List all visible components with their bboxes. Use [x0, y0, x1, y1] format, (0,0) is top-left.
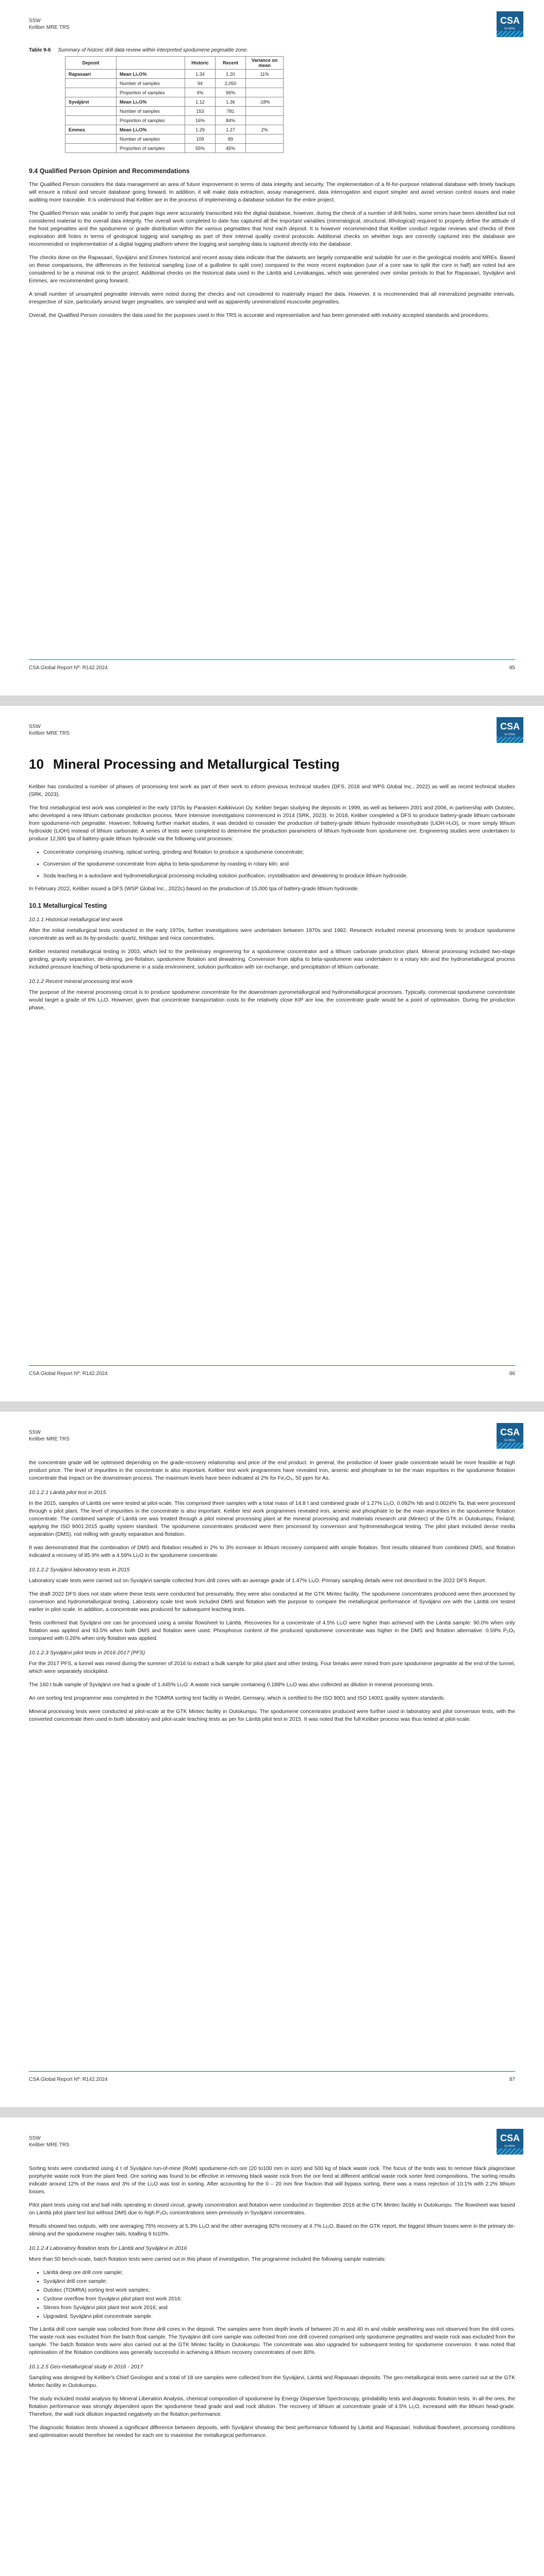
cell-variance [246, 116, 284, 125]
col-deposit: Deposit [65, 57, 117, 70]
list-item: • Syväjärvi drill core sample; [43, 2278, 515, 2285]
paragraph: Laboratory scale tests were carried out on Syväjärvi sample collected from drill cores with an average grade of 1.47% Li₂O. Primary sampling details were not described in the 2022 DFS Report. [29, 1578, 487, 1584]
header-company: SSW [29, 1430, 41, 1435]
list-item: • Outotec (TOMRA) sorting test work samples; [43, 2286, 515, 2294]
paragraph: Pilot plant tests using rod and ball mills operating in closed circuit, gravity concentration and flotation were conducted in September 2016 at the GTK Mintec facility in Outokumpu. The flowsheet was based on Länttä pilot plant test but without DMS due to high P₂O₅ concentrations seen previously in Syväjärvi concentrates. [29, 2202, 515, 2216]
cell-variance [246, 88, 284, 97]
logo-sub: GLOBAL [504, 733, 516, 736]
cell-recent: 1.36 [216, 97, 246, 107]
cell-deposit: Emmes [65, 125, 117, 134]
paragraph: The diagnostic flotation tests showed a significant difference between deposits, with Syväjärvi showing the best performance followed by Länttä and Rapasaari. Individual flowsheet, processing conditions and optimisation would therefore be needed for each ore to maximise the metallurgical performance. [29, 2425, 515, 2438]
section-title-9-4: 9.4 Qualified Person Opinion and Recommendations [29, 167, 190, 175]
table-row [65, 88, 284, 97]
table-row [65, 79, 284, 88]
list-item: • Slimes from Syväjärvi pilot plant test work 2016; and [43, 2304, 515, 2312]
cell-label: Proportion of samples [117, 88, 185, 97]
cell-variance [246, 79, 284, 88]
cell-recent: 1.27 [216, 125, 246, 134]
cell-deposit [65, 107, 117, 116]
logo-stripe [497, 737, 523, 743]
subsection-title-10-1-2-1: 10.1.2.1 Länttä pilot test in 2015 [29, 1489, 106, 1496]
cell-deposit [65, 134, 117, 144]
header-company: SSW [29, 18, 41, 24]
page-87 [0, 1412, 544, 2107]
cell-historic: 16% [185, 116, 216, 125]
paragraph: The checks done on the Rapasaari, Syväjärvi and Emmes historical and recent assay data indicate that the datasets are largely comparable and suitable for use in the geological models and MREs. Based on these comparisons, the differences in the historical sampling (use of a guillotine to split core) compared to the more recent exploration (use of a core saw to split the core in half) are noted but are considered to be a minimal risk to the project. Additional checks on the historical data used in the Länttä and Leviäkangas, which was generated over similar periods to that for Rapasaari, Syväjärvi and Emmes, are recommended going forward. [29, 255, 515, 284]
logo-text: CSA [500, 721, 520, 732]
cell-recent: 45% [216, 144, 246, 153]
page-86 [0, 706, 544, 1401]
cell-label: Number of samples [117, 79, 185, 88]
header-company: SSW [29, 2136, 41, 2141]
cell-recent: 1.20 [216, 70, 246, 79]
process-list [43, 849, 515, 880]
page-footer [29, 2071, 515, 2082]
cell-label: Mean Li₂O% [117, 70, 185, 79]
paragraph: Sampling was designed by Keliber's Chief Geologist and a total of 18 ore samples were collected from the Syväjärvi, Länttä and Rapasaari deposits. The geo-metallurgical tests were carried out at the GTK Mintec facility in Outokumpu. [29, 2375, 515, 2388]
cell-historic: 1.34 [185, 70, 216, 79]
cell-label: Proportion of samples [117, 116, 185, 125]
paragraph: An ore sorting test programme was completed in the TOMRA sorting test facility in Wedel, Germany, which is certified to the ISO 9001 and ISO 14001 quality system standards. [29, 1696, 446, 1701]
cell-recent: 89 [216, 134, 246, 144]
page-header [29, 18, 70, 31]
cell-deposit: Rapasaari [65, 70, 117, 79]
cell-deposit [65, 79, 117, 88]
table-caption-text: Summary of historic drill data review within interpreted spodumene pegmatite zone. [58, 47, 249, 53]
paragraph: In the 2015, samples of Länttä ore were tested at pilot-scale. This comprised three samples with a total mass of 14.8 t and combined grade of 1.27% Li₂O, 0.092% Nb and 0.0024% Ta, that were processed through a pilot plant. The level of impurities in the concentrate is also important. Keliber test work programmes revealed iron, arsenic and phosphate to be the main impurities in the spodumene flotation concentrate. The combined sample of Länttä ore was treated through a pilot mineral processing plant at the mineral processing and materials research unit (Mintec) of the GTK in Outokumpu, Finland, applying the ISO 9001:2015 quality system standard. The spodumene concentrates produced were then processed by conversion and hydrometallurgical testing. The pilot plant included dense media separation (DMS), rod milling with gravity separation and flotation. [29, 1501, 515, 1537]
paragraph: In February 2022, Keliber issued a DFS (WSP Global Inc., 2022c) based on the production of 15,000 tpa of battery-grade lithium hydroxide. [29, 886, 359, 892]
list-item: • Conversion of the spodumene concentrate from alpha to beta-spodumene by roasting in rotary kiln; and [43, 860, 515, 868]
cell-recent: 84% [216, 116, 246, 125]
paragraph: Keliber has conducted a number of phases of processing test work as part of their work to inform previous technical studies (DFS, 2018 and WPS Global Inc., 2022) as well as recent technical studies (SRK, 2023). [29, 784, 515, 798]
paragraph: Overall, the Qualified Person considers the data used for the purposes used in this TRS is accurate and representative and has been generated with industry accepted standards and procedures. [29, 313, 489, 318]
page-88 [0, 2117, 544, 2576]
logo-stripe [497, 2148, 523, 2155]
cell-variance: 2% [246, 125, 284, 134]
cell-historic: 4% [185, 88, 216, 97]
paragraph: The Qualified Person considers the data management an area of future improvement in terms of data integrity and security. The implementation of a fit-for-purpose relational database with timely backups will ensure a robust and secure database going forward. In addition, it will make data extraction, assay management, data interrogation and export simpler and avoid version control issues and make auditing more traceable. It is understood that Keliber are in the process of implementing a database solution for the entire project. [29, 182, 515, 203]
col-historic: Historic [185, 57, 216, 70]
cell-label: Proportion of samples [117, 144, 185, 153]
page-86-content [29, 753, 515, 1018]
paragraph: Results showed two outputs, with one averaging 75% recovery at 5.3% Li₂O and the other averaging 82% recovery at 4.7% Li₂O. Based on the GTK report, the biggest lithium losses were in the primary de-sliming and the spodumene rougher tails, totalling 9 to10%. [29, 2224, 515, 2237]
drill-data-table [65, 56, 284, 153]
col-recent: Recent [216, 57, 246, 70]
logo-stripe [497, 1443, 523, 1449]
sample-materials-list [43, 2269, 515, 2320]
cell-deposit [65, 116, 117, 125]
page-87-content [29, 1459, 515, 1729]
section-title-10-1: 10.1 Metallurgical Testing [29, 902, 107, 909]
list-item: • Concentrator comprising crushing, optical sorting, grinding and flotation to produce a spodumene concentrate; [43, 849, 515, 856]
chapter-title [29, 756, 515, 772]
paragraph: The draft 2022 DFS does not state where these tests were conducted but presumably, they were also conducted at the GTK Mintec facility. The spodumene concentrates produced were then processed by conversion and hydrometallurgical testing. Laboratory scale test work included DMS and flotation with the purpose to compare the metallurgical performance of Syväjärvi ore with the Länttä ore tested earlier in pilot-scale. In addition, a concentrate was produced for subsequent leaching tests. [29, 1591, 515, 1613]
logo-sub: GLOBAL [504, 27, 516, 30]
subsection-title-10-1-2-2: 10.1.2.2 Syväjärvi laboratory tests in 2015 [29, 1567, 130, 1573]
footer-report-no: CSA Global Report Nº: R142.2024 [29, 665, 108, 671]
cell-historic: 153 [185, 107, 216, 116]
cell-variance: 11% [246, 70, 284, 79]
table-row [65, 144, 284, 153]
list-item: • Soda leaching in a autoclave and hydrometallurgical processing including solution purification, crystallisation and dewatering to produce lithium hydroxide. [43, 872, 515, 880]
list-item: • Länttä deep ore drill core sample; [43, 2269, 515, 2277]
logo-text: CSA [500, 2133, 520, 2143]
cell-historic: 1.12 [185, 97, 216, 107]
table-row [65, 97, 284, 107]
page-number: 85 [509, 665, 515, 671]
paragraph: the concentrate grade will be optimised depending on the grade-recovery relationship and price of the end product. In general, the production of lower grade concentrate would be more feasible at high product price. The level of impurities in the concentrate is also important. Keliber test work programmes have revealed iron, arsenic and phosphate to be the main impurities in the spodumene flotation concentrate that impact on the downstream process. The maximum levels have been indicated at 2% for Fe₂O₃, 50 ppm for As. [29, 1460, 515, 1481]
csa-logo [497, 717, 523, 743]
cell-recent: 781 [216, 107, 246, 116]
paragraph: For the 2017 PFS, a tunnel was mined during the summer of 2016 to extract a bulk sample for pilot plant and other testing. Four breaks were mined from pure spodumene pegmatite at the end of the tunnel, which were separately stockpiled. [29, 1661, 515, 1674]
logo-text: CSA [500, 1427, 520, 1437]
logo-text: CSA [500, 15, 520, 26]
paragraph: The Länttä drill core sample was collected from three drill cores in the deposit. The samples were from depth levels of between 20 m and 40 m and visible weathering was not observed from the drill cores. The waste rock was excluded from the batch float sample. The Syväjärvi drill core sample was collected from one drill covered comprised only spodumene pegmatites and waste rock was excluded from the sample. The batch flotation tests were also carried out at the GTK Mintec facility in Outokumpu. The concentrate was also upgraded for subsequent testing for spodumene conversion. It was noted that optimisation of the flotation conditions was generally successful in achieving a lithium recovery concentrates of over 80%. [29, 2327, 515, 2355]
page-number: 87 [509, 2077, 515, 2082]
cell-variance [246, 107, 284, 116]
cell-historic: 55% [185, 144, 216, 153]
chapter-number: 10 [29, 756, 44, 772]
subsection-title-10-1-2-5: 10.1.2.5 Geo-metallurgical study in 2016 - 2017 [29, 2364, 143, 2370]
page-85-content [29, 47, 515, 325]
cell-variance [246, 134, 284, 144]
cell-historic: 94 [185, 79, 216, 88]
page-footer [29, 659, 515, 671]
subsection-title-10-1-2: 10.1.2 Recent mineral processing test work [29, 978, 133, 985]
subsection-title-10-1-1: 10.1.1 Historical metallurgical test work [29, 917, 123, 923]
cell-label: Mean Li₂O% [117, 97, 185, 107]
cell-deposit: Syväjärvi [65, 97, 117, 107]
subsection-title-10-1-2-4: 10.1.2.4 Laboratory flotation tests for Länttä and Syväjärvi in 2016 [29, 2245, 187, 2251]
paragraph: The 160 t bulk sample of Syväjärvi ore had a grade of 1.445% Li₂O. A waste rock sample containing 0.188% Li₂O was also collected as dilution in mineral processing tests. [29, 1682, 434, 1688]
page-85 [0, 0, 544, 696]
page-number: 86 [509, 1371, 515, 1377]
list-item: • Cyclone overflow from Syväjärvi pilot plant test work 2016; [43, 2295, 515, 2303]
chapter-title-text: Mineral Processing and Metallurgical Testing [53, 756, 340, 772]
table-row [65, 70, 284, 79]
cell-label: Number of samples [117, 134, 185, 144]
list-item: • Upgraded, Syväjärvi pilot concentrate sample. [43, 2313, 515, 2320]
paragraph: Keliber restarted metallurgical testing in 2003, which led to the preliminary engineering for a spodumene concentrator and a lithium carbonate production plant. Mineral processing included two-stage grinding, gravity separation, de-sliming, pre-flotation, spodumene flotation and dewatering. Conversion from alpha to beta-spodumene was undertaken in a rotary kiln and the hydrometallurgical process included pressure leaching of beta-spodumene in a soda environment, solution purification with ion exchange, and precipitation of lithium carbonate. [29, 949, 515, 970]
logo-sub: GLOBAL [504, 2145, 516, 2148]
cell-variance [246, 144, 284, 153]
table-row [65, 134, 284, 144]
paragraph: Tests confirmed that Syväjärvi ore can be processed using a similar flowsheet to Länttä. Recoveries for a concentrate of 4.5% Li₂O were higher than achieved with the Länttä sample: 90.0% when only flotation was applied and 93.5% when both DMS and flotation were used. Phosphorus content of the produced spodumene concentrate was higher in the DMS and flotation alternative: 0.59% P₂O₅ compared with 0.26% when only flotation was applied. [29, 1620, 515, 1641]
col-variance: Variance on mean [246, 57, 284, 70]
col-blank [117, 57, 185, 70]
subsection-title-10-1-2-3: 10.1.2.3 Syväjärvi pilot tests in 2016-2017 (PFS) [29, 1650, 145, 1656]
page-header [29, 723, 70, 737]
table-caption-label: Table 9-6 [29, 47, 51, 53]
logo-stripe [497, 31, 523, 37]
footer-report-no: CSA Global Report Nº: R142.2024 [29, 1371, 108, 1377]
table-caption [29, 47, 515, 53]
cell-historic: 109 [185, 134, 216, 144]
page-88-content [29, 2165, 515, 2445]
page-footer [29, 1365, 515, 1377]
footer-report-no: CSA Global Report Nº: R142.2024 [29, 2077, 108, 2082]
csa-logo [497, 2129, 523, 2155]
paragraph: After the initial metallurgical tests conducted in the early 1970s, further investigations were undertaken between 1970s and 1982. Research included mineral processing tests to produce spodumene concentrate as well as its by-products: quartz, feldspar and mica concentrates. [29, 928, 515, 941]
paragraph: The first metallurgical test work was completed in the early 1970s by Paraisten Kalkkivuori Oy. Keliber began studying the deposits in 1999, as well as between 2001 and 2006, in partnership with Outotec, who developed a new lithium carbonate production process. More intensive investigations commenced in 2014 (SRK, 2023). In 2018, Keliber completed a DFS to produce battery-grade lithium carbonate from spodumene-rich pegmatite. However, following further market studies, it was decided to consider the production of battery-grade lithium hydroxide monohydrate (LiOH·H₂O), or more simply lithium hydroxide (LiOH) instead of lithium carbonate. A series of tests were completed to determine the production parameters of lithium hydroxide from spodumene ore. Engineering studies were undertaken to produce 12,500 tpa of battery-grade lithium hydroxide via the following unit processes: [29, 805, 515, 842]
header-report: Keliber MRE TRS [29, 2142, 70, 2148]
cell-label: Mean Li₂O% [117, 125, 185, 134]
header-report: Keliber MRE TRS [29, 1436, 70, 1442]
header-company: SSW [29, 724, 41, 730]
cell-deposit [65, 144, 117, 153]
header-report: Keliber MRE TRS [29, 25, 70, 30]
cell-recent: 96% [216, 88, 246, 97]
page-header [29, 1429, 70, 1443]
logo-sub: GLOBAL [504, 1439, 516, 1442]
paragraph: The purpose of the mineral processing circuit is to produce spodumene concentrate for the downstream pyrometallurgical and hydrometallurgical processes. Typically, commercial spodumene concentrate would target a grade of 6% Li₂O. However, given that concentrate transportation costs to the relatively close KIP are low, the concentrate grade would be a point of optimisation. During the production phase, [29, 990, 515, 1011]
paragraph: A small number of unsampled pegmatite intervals were noted during the checks and not considered to materially impact the data. However, it is recommended that all mineralized pegmatite intervals, irrespective of size, particularly around larger pegmatites, are sampled and well as apparently unmineralized muscovite pegmatites. [29, 292, 515, 305]
cell-deposit [65, 88, 117, 97]
table-row [65, 125, 284, 134]
paragraph: It was demonstrated that the combination of DMS and flotation resulted in 2% to 3% increase in lithium recovery compared with simple flotation. Test results obtained from combined DMS, and flotation indicated a recovery of 85.9% with a 4.59% Li₂O in the spodumene concentrate. [29, 1545, 515, 1558]
paragraph: The Qualified Person was unable to verify that paper logs were accurately transcribed into the digital database, however, during the check of a number of drill holes, some errors have been identified but not considered material to the overall data integrity. The overall work completed to date has captured all the important variables (mineralogical, structural, lithological) required to properly define the attitude of the host pegmatites and the spodumene or grade distribution within the various pegmatites that host each deposit. It is however recommended that Keliber conduct regular reviews and checks of their exploration drill holes in terms of geological logging and sampling as part of their internal quality control protocols. Additional checks on whether logs are correctly captured into the database are recommended or implementation of a digital logging platform where the logging and sampling data is captured directly into the database. [29, 211, 515, 247]
header-report: Keliber MRE TRS [29, 731, 70, 736]
cell-variance: -18% [246, 97, 284, 107]
csa-logo [497, 1423, 523, 1449]
cell-historic: 1.29 [185, 125, 216, 134]
paragraph: Mineral processing tests were conducted at pilot-scale at the GTK Mintec facility in Outokumpu. The spodumene concentrates produced were further used in laboratory and pilot conversion tests, with the converted concentrate then used in both laboratory and pilot-scale leaching tests as per for Länttä pilot test in 2015. It was noted that the full Keliber process was thus tested at pilot-scale. [29, 1709, 515, 1722]
table-row [65, 116, 284, 125]
drill-table-body [65, 70, 284, 153]
cell-label: Number of samples [117, 107, 185, 116]
paragraph: The study included modal analysis by Mineral Liberation Analysis, chemical composition of spodumene by Energy Dispersive Spectroscopy, grindability tests and diagnostic flotation tests. In all the ores, the flotation performance was strongly dependent upon the spodumene head grade and wall rock dilution. The recovery of lithium at concentrate grade of 4.5% Li₂O, increased with the lithium head-grade. Therefore, the wall rock dilution impacted negatively on the flotation performance. [29, 2396, 515, 2417]
page-header [29, 2135, 70, 2148]
cell-recent: 2,050 [216, 79, 246, 88]
paragraph: More than 50 bench-scale, batch flotation tests were carried out in this phase of investigation. The programme included the following sample materials: [29, 2257, 386, 2262]
paragraph: Sorting tests were conducted using 4 t of Syväjärvi run-of-mine (RoM) spodumene-rich ore (20 to100 mm in size) and 500 kg of black waste rock. The focus of the tests was to remove black plagioclase porphyrite waste rock from the plant feed. Ore sorting was found to be effective in removing black waste rock from the ore feed at different artificial waste rock sorter feed compositions. The sorting results indicate around 12% of the mass and 3% of the Li₂O was lost in sorting. After accounting for the 0 – 20 mm fine fraction that will bypass sorting, there was a mass rejection of 10.1% with 2.2% lithium losses. [29, 2166, 515, 2195]
csa-logo [497, 11, 523, 37]
table-row [65, 107, 284, 116]
